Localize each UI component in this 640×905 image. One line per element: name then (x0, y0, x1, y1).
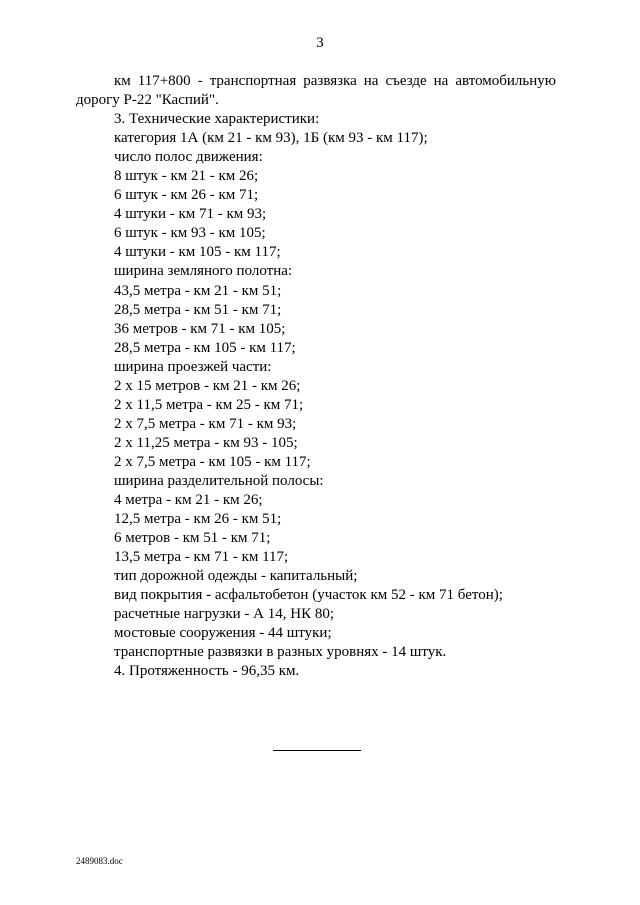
median-item: 4 метра - км 21 - км 26; (114, 492, 263, 509)
roadbed-item: 28,5 метра - км 105 - км 117; (114, 339, 296, 356)
continuation-line-2: дорогу Р-22 "Каспий". (76, 92, 219, 109)
carriageway-item: 2 х 7,5 метра - км 71 - км 93; (114, 415, 297, 432)
category-line: категория 1А (км 21 - км 93), 1Б (км 93 - км 117); (114, 130, 428, 147)
continuation-line-1 (76, 72, 556, 91)
lanes-item: 6 штук - км 26 - км 71; (114, 187, 259, 204)
section-3-heading: 3. Технические характеристики: (114, 111, 320, 128)
word: транспортная (209, 73, 297, 89)
lanes-item: 6 штук - км 93 - км 105; (114, 225, 266, 242)
word: - (197, 73, 203, 89)
carriageway-item: 2 х 11,5 метра - км 25 - км 71; (114, 396, 304, 413)
interchanges-line: транспортные развязки в разных уровнях - 14 штук. (114, 644, 447, 661)
word: развязка (303, 73, 357, 89)
carriageway-item: 2 х 11,25 метра - км 93 - 105; (114, 434, 298, 451)
design-loads-line: расчетные нагрузки - А 14, НК 80; (114, 606, 334, 623)
lanes-label: число полос движения: (114, 149, 263, 166)
word: км (114, 73, 131, 89)
word: автомобильную (455, 73, 556, 89)
roadbed-item: 36 метров - км 71 - км 105; (114, 320, 286, 337)
median-item: 13,5 метра - км 71 - км 117; (114, 549, 289, 566)
carriageway-item: 2 х 7,5 метра - км 105 - км 117; (114, 453, 311, 470)
median-label: ширина разделительной полосы: (114, 472, 324, 489)
word: съезде (385, 73, 427, 89)
word: на (363, 73, 379, 89)
pavement-type-line: тип дорожной одежды - капитальный; (114, 568, 358, 585)
word: на (433, 73, 449, 89)
lanes-item: 8 штук - км 21 - км 26; (114, 168, 259, 185)
end-separator-line (273, 750, 361, 751)
carriageway-item: 2 х 15 метров - км 21 - км 26; (114, 377, 301, 394)
word: 117+800 (137, 73, 191, 89)
section-4-length: 4. Протяженность - 96,35 км. (114, 663, 300, 680)
footer-filename: 2489083.doc (76, 856, 123, 866)
roadbed-label: ширина земляного полотна: (114, 263, 293, 280)
lanes-item: 4 штуки - км 105 - км 117; (114, 244, 281, 261)
roadbed-item: 43,5 метра - км 21 - км 51; (114, 282, 282, 299)
carriageway-label: ширина проезжей части: (114, 358, 272, 375)
surface-type-line: вид покрытия - асфальтобетон (участок км 52 - км 71 бетон); (114, 587, 503, 604)
bridges-line: мостовые сооружения - 44 штуки; (114, 625, 332, 642)
lanes-item: 4 штуки - км 71 - км 93; (114, 206, 267, 223)
median-item: 6 метров - км 51 - км 71; (114, 530, 271, 547)
median-item: 12,5 метра - км 26 - км 51; (114, 511, 282, 528)
page-number: 3 (316, 35, 324, 51)
roadbed-item: 28,5 метра - км 51 - км 71; (114, 301, 282, 318)
document-body (76, 72, 556, 682)
